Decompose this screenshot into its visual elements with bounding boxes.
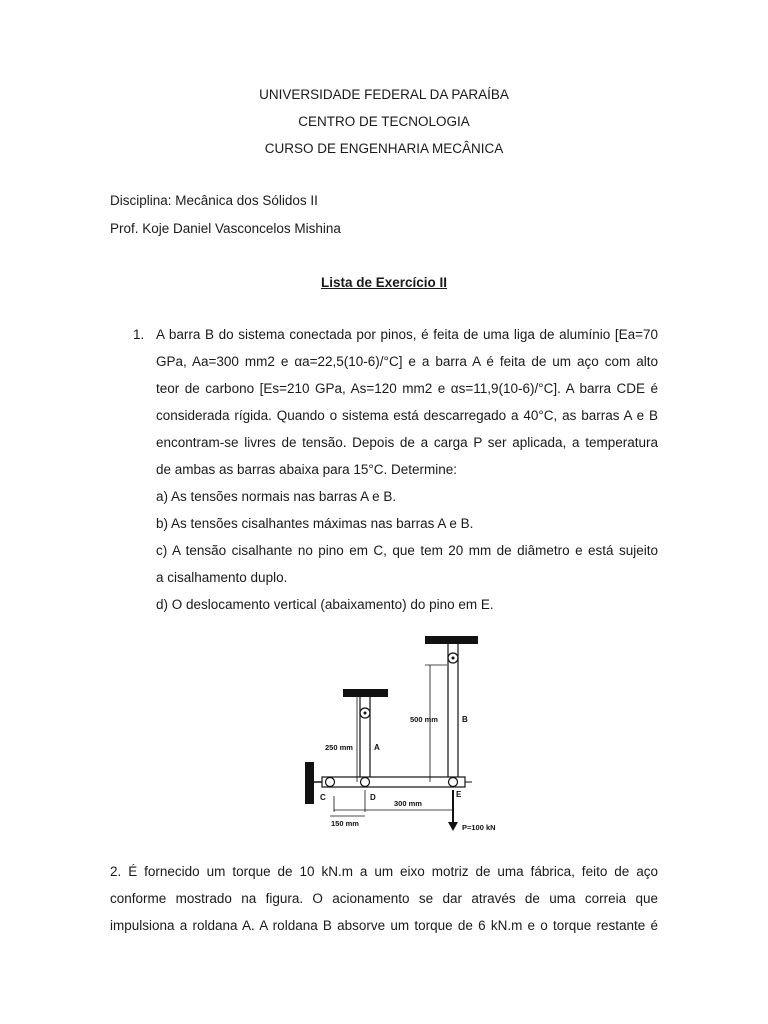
dim-300-label: 300 mm xyxy=(394,799,422,808)
bar-a xyxy=(360,697,370,782)
bar-a-label: A xyxy=(374,743,380,752)
center-name: CENTRO DE TECNOLOGIA xyxy=(298,114,470,129)
list-title: Lista de Exercício II xyxy=(320,275,448,290)
exercise-2-line: conforme mostrado na figura. O acionamento se dar através de uma correia que xyxy=(110,891,658,906)
support-a xyxy=(343,689,388,697)
structure-figure xyxy=(290,630,510,835)
exercise-1-item-a: a) As tensões normais nas barras A e B. xyxy=(156,489,397,504)
exercise-1-line: teor de carbono [Es=210 GPa, As=120 mm2 e αs=11,9(10-6)/°C]. A barra CDE é xyxy=(156,381,658,396)
pin-c-label: C xyxy=(320,793,326,802)
exercise-1-item-c: c) A tensão cisalhante no pino em C, que tem 20 mm de diâmetro e está sujeito xyxy=(156,543,658,558)
pin-e-label: E xyxy=(456,790,462,799)
exercise-1-item-d: d) O deslocamento vertical (abaixamento) do pino em E. xyxy=(156,597,494,612)
exercise-1-item-b: b) As tensões cisalhantes máximas nas barras A e B. xyxy=(156,516,474,531)
exercise-1-line: A barra B do sistema conectada por pinos, é feita de uma liga de alumínio [Ea=70 xyxy=(156,327,658,342)
dim-250-label: 250 mm xyxy=(325,743,353,752)
wall-c xyxy=(305,762,314,804)
support-b xyxy=(425,636,478,644)
bar-b-label: B xyxy=(462,715,468,724)
exercise-2-line: 2. É fornecido um torque de 10 kN.m a um eixo motriz de uma fábrica, feito de aço xyxy=(110,864,658,879)
bar-b xyxy=(448,644,458,782)
exercise-1-number: 1. xyxy=(133,327,145,342)
course-name: CURSO DE ENGENHARIA MECÂNICA xyxy=(264,141,504,156)
exercise-2-line: impulsiona a roldana A. A roldana B absorve um torque de 6 kN.m e o torque restante é xyxy=(110,918,658,933)
dim-500-label: 500 mm xyxy=(410,715,438,724)
rigid-bar-cde xyxy=(322,777,472,787)
exercise-1-item-c-cont: a cisalhamento duplo. xyxy=(156,570,288,585)
pin-d-label: D xyxy=(370,793,376,802)
exercise-1-line: de ambas as barras abaixa para 15°C. Determine: xyxy=(156,462,458,477)
discipline-line: Disciplina: Mecânica dos Sólidos II xyxy=(110,193,318,208)
exercise-1-line: encontram-se livres de tensão. Depois de a carga P ser aplicada, a temperatura xyxy=(156,435,658,450)
dim-150-label: 150 mm xyxy=(331,819,359,828)
load-p-label: P=100 kN xyxy=(462,823,496,832)
exercise-1-line: GPa, Aa=300 mm2 e αa=22,5(10-6)/°C] e a barra A é feita de um aço com alto xyxy=(156,354,658,369)
exercise-1-line: considerada rígida. Quando o sistema está descarregado a 40°C, as barras A e B xyxy=(156,408,658,423)
university-name: UNIVERSIDADE FEDERAL DA PARAÍBA xyxy=(259,87,509,102)
professor-line: Prof. Koje Daniel Vasconcelos Mishina xyxy=(110,221,341,236)
